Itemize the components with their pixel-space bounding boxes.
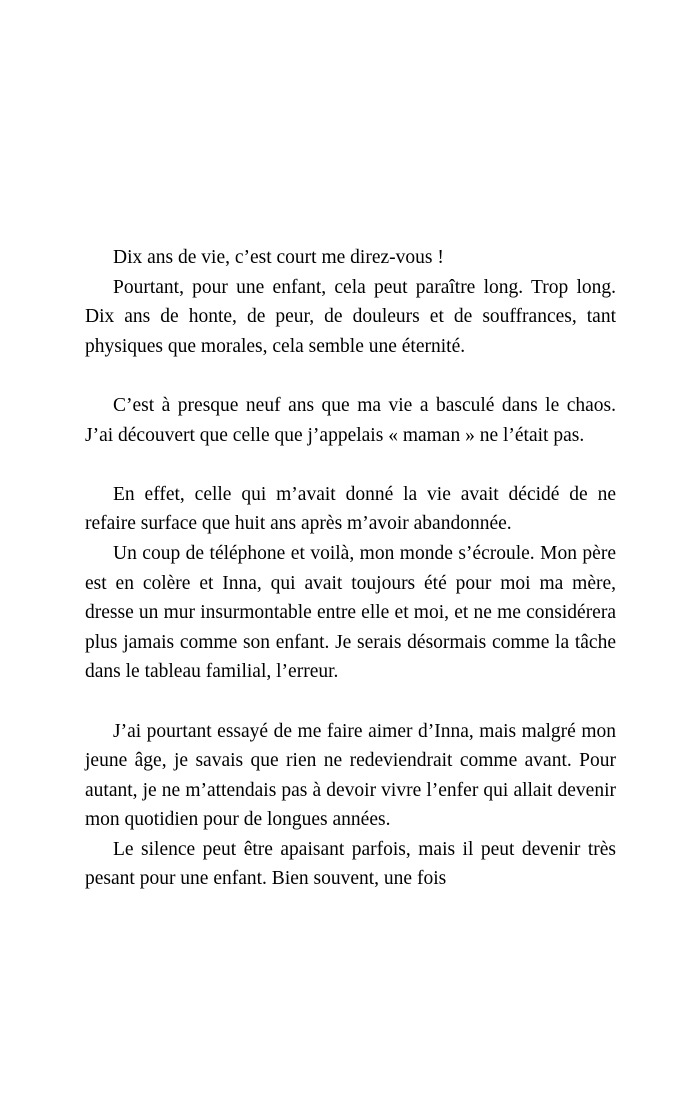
paragraph: Pourtant, pour une enfant, cela peut paraître long. Trop long. Dix ans de honte, de peur, de douleurs et de souffrances, tant physiques que morales, cela semble une éternité. [85, 276, 616, 357]
page-text-block [85, 243, 616, 894]
paragraph: J’ai pourtant essayé de me faire aimer d’Inna, mais malgré mon jeune âge, je savais que rien ne redeviendrait comme avant. Pour autant, je ne m’attendais pas à devoir vivre l’enfer qui allait devenir mon quotidien pour de longues années. [85, 720, 616, 831]
paragraph: Dix ans de vie, c’est court me direz-vous ! [113, 247, 444, 268]
paragraph: En effet, celle qui m’avait donné la vie avait décidé de ne refaire surface que huit ans après m’avoir abandonnée. [85, 483, 616, 535]
paragraph: Un coup de téléphone et voilà, mon monde s’écroule. Mon père est en colère et Inna, qui avait toujours été pour moi ma mère, dresse un mur insurmontable entre elle et moi, et ne me considérera plus jamais comme son enfant. Je serais désormais comme la tâche dans le tableau familial, l’erreur. [85, 542, 616, 683]
paragraph: C’est à presque neuf ans que ma vie a basculé dans le chaos. J’ai découvert que celle que j’appelais « maman » ne l’était pas. [85, 394, 616, 446]
paragraph: Le silence peut être apaisant parfois, mais il peut devenir très pesant pour une enfant. Bien souvent, une fois [85, 838, 616, 890]
